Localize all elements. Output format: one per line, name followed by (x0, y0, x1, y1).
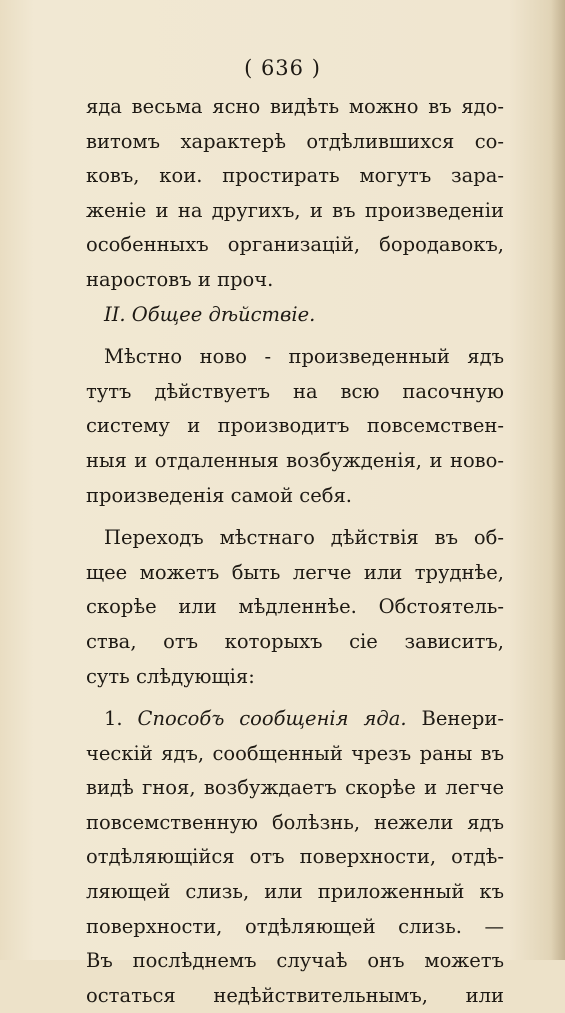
body-text (86, 90, 504, 1013)
text-line: Въ послѣднемъ случаѣ онъ можетъ (86, 949, 504, 973)
text-line: произведенія самой себя. (86, 483, 353, 507)
text-line: поверхности, отдѣляющей слизь. — (86, 914, 504, 938)
text-line: женіе и на другихъ, и въ произведеніи (86, 198, 504, 222)
text-line: наростовъ и проч. (86, 267, 274, 291)
item-number: 1. (104, 707, 138, 731)
paragraph (86, 90, 504, 298)
page-edge-shadow (551, 0, 565, 960)
section-heading: II. Общее дѣйствіе. (104, 302, 316, 326)
text-line: Переходъ мѣстнаго дѣйствія въ об- (104, 526, 504, 550)
text-line: видѣ гноя, возбуждаетъ скорѣе и легче (86, 776, 504, 800)
text-line: особенныхъ организацій, бородавокъ, (86, 233, 504, 257)
text-line: скорѣе или мѣдленнѣе. Обстоятель- (86, 595, 504, 619)
text-line: Мѣстно ново - произведенный ядъ (104, 345, 504, 369)
text-line: витомъ характерѣ отдѣлившихся со- (86, 129, 504, 153)
text-line: яда весьма ясно видѣть можно въ ядо- (86, 95, 504, 118)
paragraph (86, 702, 504, 1013)
text-line: щее можетъ быть легче или труднѣе, (86, 560, 504, 584)
text-line: ческій ядъ, сообщенный чрезъ раны въ (86, 741, 504, 765)
text-line: ляющей слизь, или приложенный къ (86, 880, 504, 904)
item-text: Венери- (406, 707, 504, 731)
item-title: Способъ сообщенія яда. (137, 707, 407, 731)
text-line: ства, отъ которыхъ сіе зависитъ, (86, 629, 504, 653)
text-line: остаться недѣйствительнымъ, или (86, 983, 504, 1007)
text-line: суть слѣдующія: (86, 664, 255, 688)
page-number: ( 636 ) (244, 56, 321, 80)
text-line: тутъ дѣйствуетъ на всю пасочную (86, 379, 504, 403)
text-line (86, 702, 504, 737)
text-line: отдѣляющійся отъ поверхности, отдѣ- (86, 845, 504, 869)
spacer (86, 694, 504, 702)
paragraph (86, 521, 504, 694)
spacer (86, 513, 504, 521)
text-line: систему и производитъ повсемствен- (86, 414, 504, 438)
paragraph (86, 340, 504, 513)
spacer (86, 332, 504, 340)
text-line: повсемственную болѣзнь, нежели ядъ (86, 810, 504, 834)
text-line: ковъ, кои. простирать могутъ зара- (86, 164, 504, 188)
text-line: ныя и отдаленныя возбужденія, и ново- (86, 448, 504, 472)
